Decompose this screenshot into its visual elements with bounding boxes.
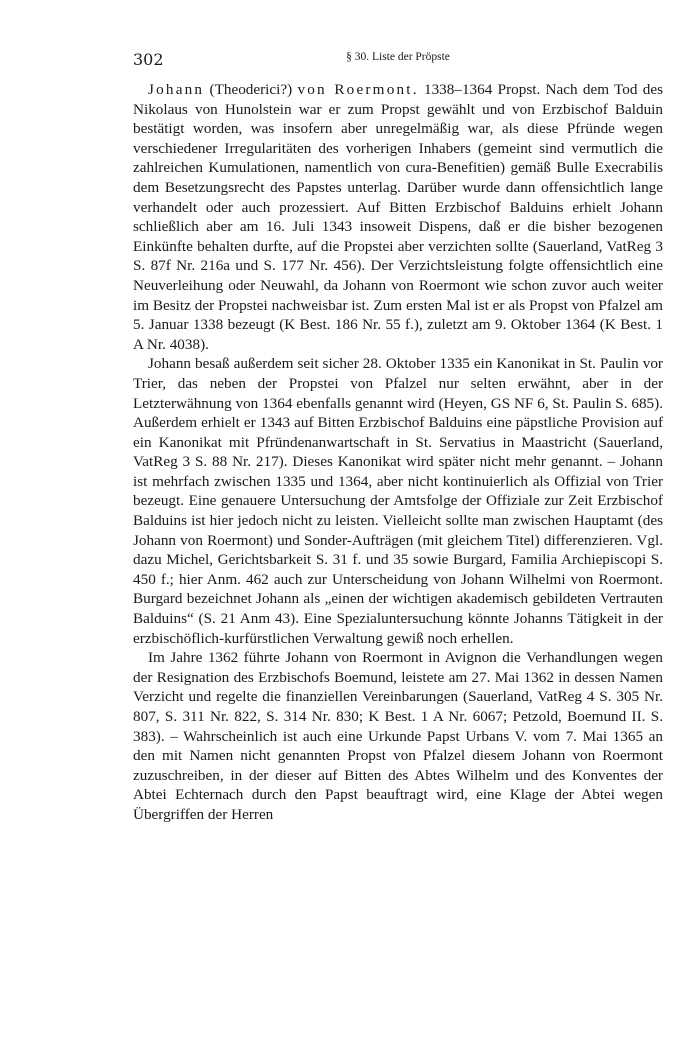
page-number: 302 (133, 50, 164, 69)
paragraph-1 (133, 80, 663, 354)
person-name-suffix: (Theoderici?) (204, 81, 298, 98)
paragraph-2: Johann besaß außerdem seit sicher 28. Oktober 1335 ein Kanonikat in St. Paulin vor Trier, das neben der Propstei von Pfalzel nur selten erwähnt, aber in der Letzterwähnung von 1364 ebenfalls genannt wird (Heyen, GS NF 6, St. Paulin S. 685). Außerdem erhielt er 1343 auf Bitten Erzbischof Balduins eine päpstliche Provision auf ein Kanonikat mit Pfründenanwartschaft in St. Servatius in Maastricht (Sauerland, VatReg 3 S. 88 Nr. 217). Dieses Kanonikat wird später nicht mehr genannt. – Johann ist mehrfach zwischen 1335 und 1364, aber nicht kontinuierlich als Offizial von Trier bezeugt. Eine genauere Untersuchung der Amtsfolge der Offiziale zur Zeit Erzbischof Balduins ist hier jedoch nicht zu leisten. Vielleicht sollte man zwischen Hauptamt (des Johann von Roermont) und Sonder-Aufträgen (mit gleichem Titel) differenzieren. Vgl. dazu Michel, Gerichtsbarkeit S. 31 f. und 35 sowie Burgard, Familia Archiepiscopi S. 450 f.; hier Anm. 462 auch zur Unterscheidung von Johann Wilhelmi von Roermont. Burgard bezeichnet Johann als „einen der wichtigen akademisch gebildeten Vertrauten Balduins“ (S. 21 Anm 43). Eine Spezialuntersuchung könnte Johanns Tätigkeit in der erzbischöflich-kurfürstlichen Verwaltung gewiß noch erhellen. (133, 355, 663, 647)
paragraph-1-text: 1338–1364 Propst. Nach dem Tod des Nikolaus von Hunolstein war er zum Propst gewählt und von Erzbischof Balduin bestätigt worden, was insofern aber unregelmäßig war, als diese Pfründe wegen verschiedener Irregularitäten des vorherigen Inhabers (gemeint sind vermutlich die zahlreichen Kumulationen, namentlich von cura-Benefitien) gemäß Bulle Execrabilis dem Besetzungsrecht des Papstes unterlag. Darüber wurde dann offensichtlich lange verhandelt oder auch prozessiert. Auf Bitten Erzbischof Balduins erhielt Johann schließlich aber am 16. Juli 1343 insoweit Dispens, daß er die bisher bezogenen Einkünfte behalten durfte, auf die Propstei aber verzichten sollte (Sauerland, VatReg 3 S. 87f Nr. 216a und S. 177 Nr. 456). Der Verzichtsleistung folgte offensichtlich eine Neuverleihung oder Neuwahl, da Johann von Roermont wie schon zuvor auch weiter im Besitz der Propstei nachweisbar ist. Zum ersten Mal ist er als Propst von Pfalzel am 5. Januar 1338 bezeugt (K Best. 186 Nr. 55 f.), zuletzt am 9. Oktober 1364 (K Best. 1 A Nr. 4038). (133, 81, 664, 353)
paragraph-3: Im Jahre 1362 führte Johann von Roermont in Avignon die Verhandlungen wegen der Resignation des Erzbischofs Boemund, leistete am 27. Mai 1362 in dessen Namen Verzicht und regelte die finanziellen Vereinbarungen (Sauerland, VatReg 4 S. 305 Nr. 807, S. 311 Nr. 822, S. 314 Nr. 830; K Best. 1 A Nr. 6067; Petzold, Boemund II. S. 383). – Wahrscheinlich ist auch eine Urkunde Papst Urbans V. vom 7. Mai 1365 an den mit Namen nicht genannten Propst von Pfalzel diesem Johann von Roermont zuzuschreiben, in der dieser auf Bitten des Abtes Wilhelm und des Konventes der Abtei Echternach durch den Papst beauftragt wird, eine Klage der Abtei wegen Übergriffen der Herren (133, 649, 663, 823)
person-name: Johann (148, 81, 205, 98)
document-page (133, 50, 663, 825)
person-place: Roermont. (326, 81, 419, 98)
running-head: § 30. Liste der Pröpste (346, 51, 450, 63)
person-name-von: von (297, 81, 327, 98)
page-header (133, 50, 663, 72)
